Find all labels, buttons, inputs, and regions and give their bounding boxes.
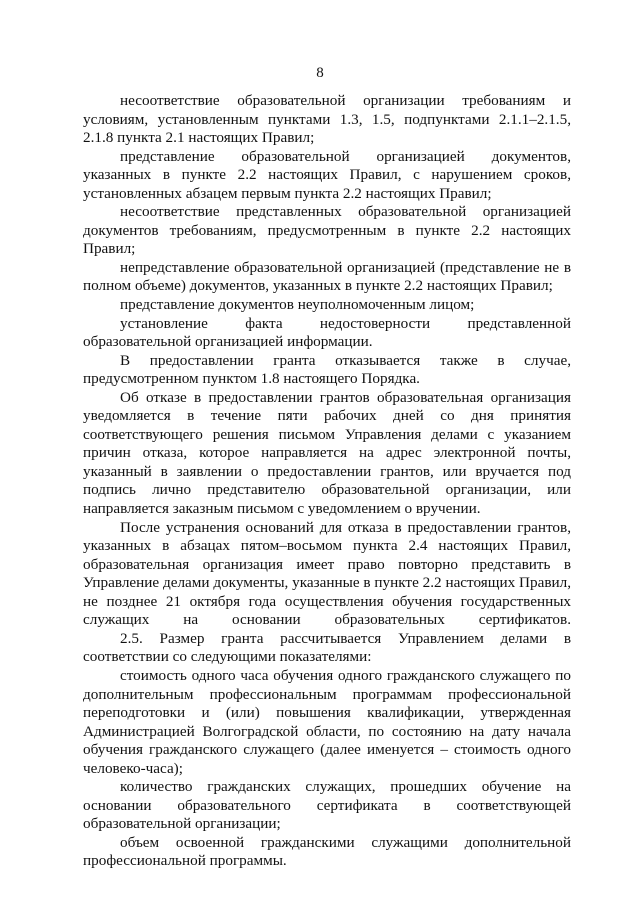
paragraph-documents-noncompliance: несоответствие представленных образовательной организацией документов требованиям, предусмотренным в пункте 2.2 настоящих Правил;	[83, 203, 571, 258]
paragraph-false-information: установление факта недостоверности представленной образовательной организацией информации.	[83, 314, 571, 351]
paragraph-noncompliance-requirements: несоответствие образовательной организации требованиям и условиям, установленным пунктами 1.3, 1.5, подпунктами 2.1.1–2.1.5, 2.1.8 пункта 2.1 настоящих Правил;	[83, 92, 571, 147]
paragraph-grant-size: 2.5. Размер гранта рассчитывается Управлением делами в соответствии со следующими показателями:	[83, 629, 571, 666]
paragraph-resubmission: После устранения оснований для отказа в предоставлении грантов, указанных в абзацах пятом–восьмом пункта 2.4 настоящих Правил, образовательная организация имеет право повторно представить в Управление делами документы, указанные в пункте 2.2 настоящих Правил, не позднее 21 октября года осуществления обучения государственных служащих на основании образовательных сертификатов.	[83, 518, 571, 629]
paragraph-hour-cost: стоимость одного часа обучения одного гражданского служащего по дополнительным профессиональным программам профессиональной переподготовки и (или) повышения квалификации, утвержденная Администрацией Волгоградской области, по состоянию на дату начала обучения гражданского служащего (далее именуется – стоимость одного человеко-часа);	[83, 666, 571, 777]
paragraph-incomplete-documents: непредставление образовательной организацией (представление не в полном объеме) документов, указанных в пункте 2.2 настоящих Правил;	[83, 258, 571, 295]
paragraph-program-volume: объем освоенной гражданскими служащими дополнительной профессиональной программы.	[83, 833, 571, 870]
paragraph-unauthorized-person: представление документов неуполномоченным лицом;	[120, 296, 475, 314]
paragraph-refusal-case: В предоставлении гранта отказывается также в случае, предусмотренном пунктом 1.8 настоящего Порядка.	[83, 351, 571, 388]
paragraph-late-submission: представление образовательной организацией документов, указанных в пункте 2.2 настоящих Правил, с нарушением сроков, установленных абзацем первым пункта 2.2 настоящих Правил;	[83, 147, 571, 202]
document-body	[83, 92, 571, 871]
paragraph-servants-count: количество гражданских служащих, прошедших обучение на основании образовательного сертификата в соответствующей образовательной организации;	[83, 778, 571, 833]
page-number: 8	[316, 65, 324, 81]
paragraph-refusal-notification: Об отказе в предоставлении грантов образовательная организация уведомляется в течение пяти рабочих дней со дня принятия соответствующего решения письмом Управления делами с указанием причин отказа, которое направляется на адрес электронной почты, указанный в заявлении о предоставлении грантов, или вручается под подпись лично представителю образовательной организации, или направляется заказным письмом с уведомлением о вручении.	[83, 388, 571, 518]
